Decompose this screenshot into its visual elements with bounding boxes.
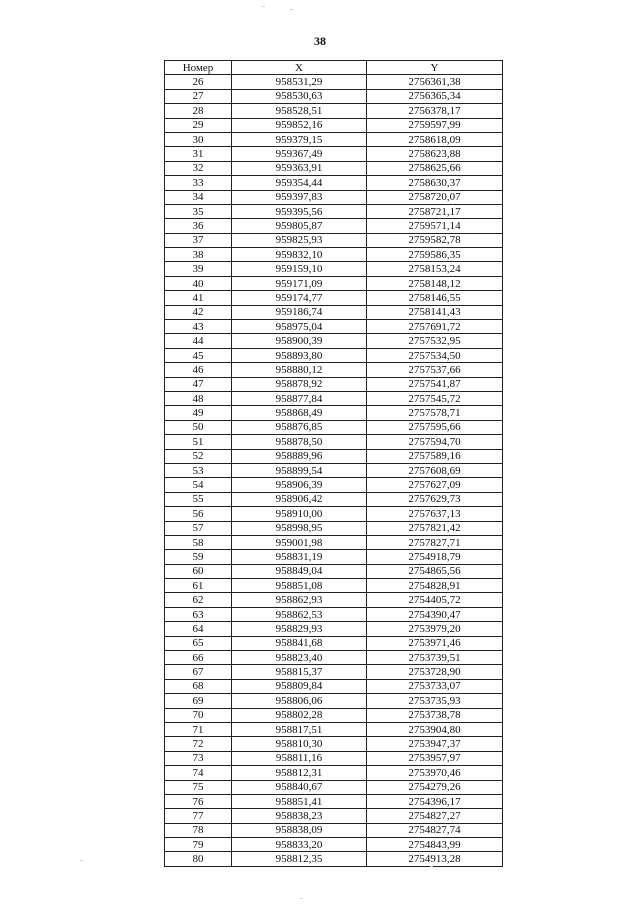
table-row — [165, 507, 503, 521]
table-row — [165, 176, 503, 190]
cell-number: 36 — [165, 219, 232, 233]
cell-y: 2753957,97 — [367, 751, 503, 765]
scan-speck — [262, 6, 265, 7]
table-row — [165, 751, 503, 765]
cell-y: 2759586,35 — [367, 248, 503, 262]
cell-x: 958829,93 — [232, 622, 367, 636]
header-y: Y — [367, 61, 503, 75]
cell-y: 2754827,27 — [367, 809, 503, 823]
cell-x: 958817,51 — [232, 722, 367, 736]
cell-number: 75 — [165, 780, 232, 794]
cell-y: 2757827,71 — [367, 535, 503, 549]
cell-x: 958802,28 — [232, 708, 367, 722]
cell-number: 72 — [165, 737, 232, 751]
cell-x: 958998,95 — [232, 521, 367, 535]
cell-number: 50 — [165, 420, 232, 434]
cell-number: 67 — [165, 665, 232, 679]
cell-x: 958877,84 — [232, 391, 367, 405]
table-row — [165, 262, 503, 276]
cell-y: 2758720,07 — [367, 190, 503, 204]
cell-y: 2754827,74 — [367, 823, 503, 837]
cell-number: 33 — [165, 176, 232, 190]
cell-y: 2753904,80 — [367, 722, 503, 736]
cell-x: 959825,93 — [232, 233, 367, 247]
cell-y: 2757821,42 — [367, 521, 503, 535]
table-row — [165, 679, 503, 693]
cell-x: 958906,39 — [232, 478, 367, 492]
cell-y: 2753738,78 — [367, 708, 503, 722]
table-row — [165, 852, 503, 866]
cell-y: 2754390,47 — [367, 607, 503, 621]
table-row — [165, 463, 503, 477]
cell-number: 27 — [165, 89, 232, 103]
table-row — [165, 492, 503, 506]
cell-x: 958841,68 — [232, 636, 367, 650]
cell-x: 959159,10 — [232, 262, 367, 276]
cell-x: 958810,30 — [232, 737, 367, 751]
cell-x: 958840,67 — [232, 780, 367, 794]
cell-number: 38 — [165, 248, 232, 262]
cell-number: 69 — [165, 694, 232, 708]
header-row — [165, 61, 503, 75]
cell-x: 959852,16 — [232, 118, 367, 132]
cell-y: 2759597,99 — [367, 118, 503, 132]
table-row — [165, 636, 503, 650]
cell-number: 45 — [165, 348, 232, 362]
cell-y: 2757537,66 — [367, 363, 503, 377]
table-row — [165, 535, 503, 549]
scan-speck — [300, 898, 303, 899]
cell-x: 958876,85 — [232, 420, 367, 434]
table-row — [165, 132, 503, 146]
cell-number: 46 — [165, 363, 232, 377]
header-x: X — [232, 61, 367, 75]
table-row — [165, 420, 503, 434]
cell-number: 70 — [165, 708, 232, 722]
cell-x: 958899,54 — [232, 463, 367, 477]
table-row — [165, 276, 503, 290]
table-row — [165, 305, 503, 319]
cell-x: 958809,84 — [232, 679, 367, 693]
table-row — [165, 248, 503, 262]
cell-x: 958811,16 — [232, 751, 367, 765]
cell-y: 2758630,37 — [367, 176, 503, 190]
cell-number: 57 — [165, 521, 232, 535]
cell-number: 47 — [165, 377, 232, 391]
cell-y: 2757627,09 — [367, 478, 503, 492]
cell-x: 958889,96 — [232, 449, 367, 463]
cell-x: 959395,56 — [232, 204, 367, 218]
table-row — [165, 204, 503, 218]
cell-y: 2753947,37 — [367, 737, 503, 751]
cell-x: 958862,53 — [232, 607, 367, 621]
table-row — [165, 190, 503, 204]
cell-x: 958815,37 — [232, 665, 367, 679]
cell-y: 2753970,46 — [367, 766, 503, 780]
cell-y: 2758148,12 — [367, 276, 503, 290]
table-row — [165, 363, 503, 377]
cell-number: 39 — [165, 262, 232, 276]
table-row — [165, 320, 503, 334]
cell-number: 63 — [165, 607, 232, 621]
cell-y: 2754405,72 — [367, 593, 503, 607]
cell-y: 2753739,51 — [367, 651, 503, 665]
cell-x: 958838,09 — [232, 823, 367, 837]
cell-x: 958878,92 — [232, 377, 367, 391]
cell-number: 41 — [165, 291, 232, 305]
cell-y: 2758623,88 — [367, 147, 503, 161]
cell-x: 959171,09 — [232, 276, 367, 290]
table-row — [165, 334, 503, 348]
cell-x: 959001,98 — [232, 535, 367, 549]
cell-number: 58 — [165, 535, 232, 549]
cell-x: 958812,35 — [232, 852, 367, 866]
table-row — [165, 737, 503, 751]
cell-y: 2757545,72 — [367, 391, 503, 405]
table-body — [165, 75, 503, 866]
table-row — [165, 665, 503, 679]
cell-y: 2753728,90 — [367, 665, 503, 679]
cell-number: 37 — [165, 233, 232, 247]
cell-number: 66 — [165, 651, 232, 665]
cell-number: 79 — [165, 838, 232, 852]
cell-number: 51 — [165, 435, 232, 449]
cell-y: 2757532,95 — [367, 334, 503, 348]
cell-y: 2753733,07 — [367, 679, 503, 693]
cell-number: 71 — [165, 722, 232, 736]
cell-y: 2754918,79 — [367, 550, 503, 564]
cell-number: 54 — [165, 478, 232, 492]
cell-number: 74 — [165, 766, 232, 780]
table-row — [165, 607, 503, 621]
cell-x: 958862,93 — [232, 593, 367, 607]
table-header — [165, 61, 503, 75]
cell-number: 29 — [165, 118, 232, 132]
cell-y: 2759571,14 — [367, 219, 503, 233]
cell-y: 2759582,78 — [367, 233, 503, 247]
table-row — [165, 550, 503, 564]
table-row — [165, 291, 503, 305]
cell-number: 73 — [165, 751, 232, 765]
table-row — [165, 348, 503, 362]
cell-x: 958806,06 — [232, 694, 367, 708]
header-number: Номер — [165, 61, 232, 75]
cell-number: 80 — [165, 852, 232, 866]
table-row — [165, 233, 503, 247]
cell-number: 65 — [165, 636, 232, 650]
cell-y: 2753979,20 — [367, 622, 503, 636]
cell-number: 28 — [165, 104, 232, 118]
cell-number: 49 — [165, 406, 232, 420]
cell-x: 958880,12 — [232, 363, 367, 377]
cell-y: 2758618,09 — [367, 132, 503, 146]
cell-x: 959174,77 — [232, 291, 367, 305]
cell-x: 958838,23 — [232, 809, 367, 823]
table-row — [165, 823, 503, 837]
cell-number: 61 — [165, 579, 232, 593]
cell-y: 2754913,28 — [367, 852, 503, 866]
cell-number: 53 — [165, 463, 232, 477]
cell-number: 31 — [165, 147, 232, 161]
cell-x: 958868,49 — [232, 406, 367, 420]
cell-number: 59 — [165, 550, 232, 564]
cell-y: 2757629,73 — [367, 492, 503, 506]
table-row — [165, 478, 503, 492]
cell-number: 64 — [165, 622, 232, 636]
cell-y: 2753971,46 — [367, 636, 503, 650]
cell-y: 2757578,71 — [367, 406, 503, 420]
cell-x: 958878,50 — [232, 435, 367, 449]
cell-x: 959186,74 — [232, 305, 367, 319]
cell-y: 2754843,99 — [367, 838, 503, 852]
cell-x: 958975,04 — [232, 320, 367, 334]
table-row — [165, 406, 503, 420]
cell-number: 30 — [165, 132, 232, 146]
table-row — [165, 766, 503, 780]
table-row — [165, 794, 503, 808]
cell-y: 2758721,17 — [367, 204, 503, 218]
cell-y: 2758153,24 — [367, 262, 503, 276]
cell-x: 958849,04 — [232, 564, 367, 578]
table-row — [165, 708, 503, 722]
table-row — [165, 219, 503, 233]
cell-y: 2756365,34 — [367, 89, 503, 103]
table-row — [165, 694, 503, 708]
table-row — [165, 118, 503, 132]
table-row — [165, 622, 503, 636]
table-row — [165, 161, 503, 175]
table-row — [165, 377, 503, 391]
cell-x: 958893,80 — [232, 348, 367, 362]
cell-y: 2757637,13 — [367, 507, 503, 521]
table-row — [165, 104, 503, 118]
cell-x: 958531,29 — [232, 75, 367, 89]
cell-number: 32 — [165, 161, 232, 175]
cell-x: 958851,41 — [232, 794, 367, 808]
cell-number: 35 — [165, 204, 232, 218]
cell-number: 44 — [165, 334, 232, 348]
cell-x: 959397,83 — [232, 190, 367, 204]
cell-y: 2754279,26 — [367, 780, 503, 794]
cell-y: 2754865,56 — [367, 564, 503, 578]
scan-speck — [290, 9, 293, 10]
cell-x: 959363,91 — [232, 161, 367, 175]
cell-y: 2754828,91 — [367, 579, 503, 593]
cell-x: 958528,51 — [232, 104, 367, 118]
table-row — [165, 435, 503, 449]
table-row — [165, 809, 503, 823]
table-row — [165, 391, 503, 405]
table-row — [165, 722, 503, 736]
cell-y: 2756378,17 — [367, 104, 503, 118]
cell-number: 77 — [165, 809, 232, 823]
cell-number: 34 — [165, 190, 232, 204]
cell-number: 43 — [165, 320, 232, 334]
cell-y: 2757594,70 — [367, 435, 503, 449]
cell-y: 2757595,66 — [367, 420, 503, 434]
cell-number: 48 — [165, 391, 232, 405]
cell-x: 959379,15 — [232, 132, 367, 146]
cell-x: 958812,31 — [232, 766, 367, 780]
cell-y: 2757541,87 — [367, 377, 503, 391]
cell-y: 2756361,38 — [367, 75, 503, 89]
cell-number: 68 — [165, 679, 232, 693]
cell-number: 42 — [165, 305, 232, 319]
table-row — [165, 89, 503, 103]
table-row — [165, 838, 503, 852]
table-row — [165, 780, 503, 794]
scan-speck — [80, 860, 83, 861]
cell-y: 2757691,72 — [367, 320, 503, 334]
cell-x: 958833,20 — [232, 838, 367, 852]
cell-number: 76 — [165, 794, 232, 808]
cell-y: 2754396,17 — [367, 794, 503, 808]
table-row — [165, 449, 503, 463]
cell-x: 959805,87 — [232, 219, 367, 233]
cell-y: 2758625,66 — [367, 161, 503, 175]
cell-number: 52 — [165, 449, 232, 463]
table-row — [165, 564, 503, 578]
cell-x: 959354,44 — [232, 176, 367, 190]
cell-y: 2758146,55 — [367, 291, 503, 305]
cell-number: 40 — [165, 276, 232, 290]
cell-y: 2757589,16 — [367, 449, 503, 463]
cell-x: 958900,39 — [232, 334, 367, 348]
cell-x: 958530,63 — [232, 89, 367, 103]
cell-x: 958906,42 — [232, 492, 367, 506]
cell-y: 2757534,50 — [367, 348, 503, 362]
table-row — [165, 75, 503, 89]
cell-x: 958910,00 — [232, 507, 367, 521]
cell-number: 56 — [165, 507, 232, 521]
cell-y: 2757608,69 — [367, 463, 503, 477]
cell-y: 2753735,93 — [367, 694, 503, 708]
cell-x: 958823,40 — [232, 651, 367, 665]
page-number: 38 — [314, 34, 326, 48]
cell-x: 958851,08 — [232, 579, 367, 593]
cell-y: 2758141,43 — [367, 305, 503, 319]
cell-number: 78 — [165, 823, 232, 837]
scan-speck — [430, 866, 433, 867]
cell-x: 958831,19 — [232, 550, 367, 564]
table-row — [165, 521, 503, 535]
table-row — [165, 147, 503, 161]
cell-x: 959367,49 — [232, 147, 367, 161]
cell-x: 959832,10 — [232, 248, 367, 262]
table-row — [165, 651, 503, 665]
coordinates-table — [164, 60, 503, 867]
table-row — [165, 593, 503, 607]
cell-number: 60 — [165, 564, 232, 578]
cell-number: 55 — [165, 492, 232, 506]
table-row — [165, 579, 503, 593]
cell-number: 26 — [165, 75, 232, 89]
cell-number: 62 — [165, 593, 232, 607]
